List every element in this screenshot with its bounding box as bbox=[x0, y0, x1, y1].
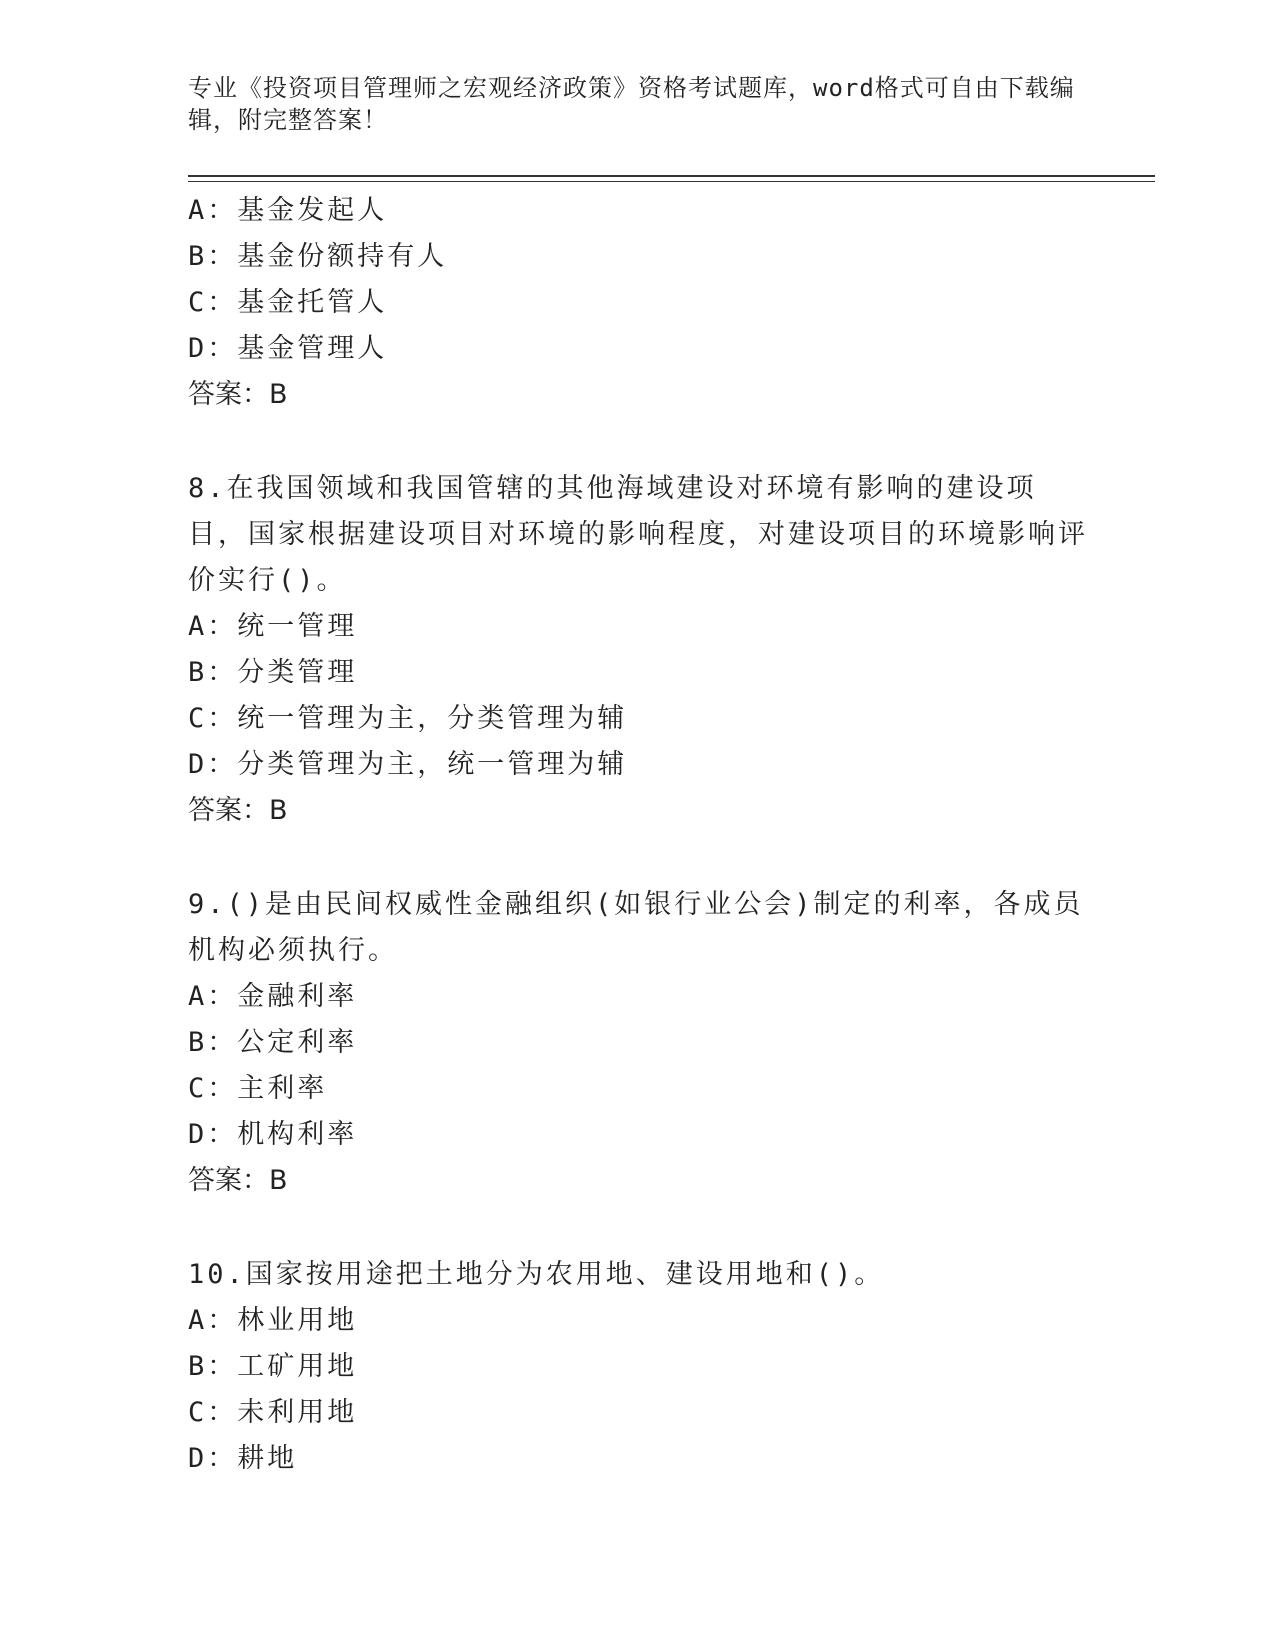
option-c: C：主利率 bbox=[188, 1073, 328, 1104]
answer: 答案：B bbox=[188, 795, 288, 826]
option-c: C：未利用地 bbox=[188, 1397, 358, 1428]
question-8 bbox=[188, 466, 1088, 834]
answer: 答案：B bbox=[188, 1165, 288, 1196]
option-d: D：机构利率 bbox=[188, 1119, 358, 1150]
option-b: B：基金份额持有人 bbox=[188, 241, 448, 272]
answer: 答案：B bbox=[188, 379, 288, 410]
question-list bbox=[188, 188, 1088, 1482]
option-a: A：金融利率 bbox=[188, 981, 358, 1012]
question-7-remainder bbox=[188, 188, 1088, 418]
question-text: 9.()是由民间权威性金融组织(如银行业公会)制定的利率，各成员机构必须执行。 bbox=[188, 889, 1084, 966]
option-b: B：分类管理 bbox=[188, 657, 358, 688]
question-10 bbox=[188, 1252, 1088, 1482]
question-text: 8.在我国领域和我国管辖的其他海域建设对环境有影响的建设项目，国家根据建设项目对环境的影响程度，对建设项目的环境影响评价实行()。 bbox=[188, 473, 1088, 596]
option-a: A：林业用地 bbox=[188, 1305, 358, 1336]
option-a: A：基金发起人 bbox=[188, 195, 388, 226]
option-d: D：耕地 bbox=[188, 1443, 298, 1474]
option-b: B：公定利率 bbox=[188, 1027, 358, 1058]
option-d: D：基金管理人 bbox=[188, 333, 388, 364]
document-header: 专业《投资项目管理师之宏观经济政策》资格考试题库，word格式可自由下载编辑，附完整答案！ bbox=[188, 74, 1075, 134]
header-rule-thick bbox=[188, 175, 1155, 177]
option-d: D：分类管理为主，统一管理为辅 bbox=[188, 749, 628, 780]
question-9 bbox=[188, 882, 1088, 1204]
header-rule-thin bbox=[188, 181, 1155, 182]
option-c: C：基金托管人 bbox=[188, 287, 388, 318]
option-a: A：统一管理 bbox=[188, 611, 358, 642]
question-text: 10.国家按用途把土地分为农用地、建设用地和()。 bbox=[188, 1259, 885, 1290]
option-b: B：工矿用地 bbox=[188, 1351, 358, 1382]
option-c: C：统一管理为主，分类管理为辅 bbox=[188, 703, 628, 734]
